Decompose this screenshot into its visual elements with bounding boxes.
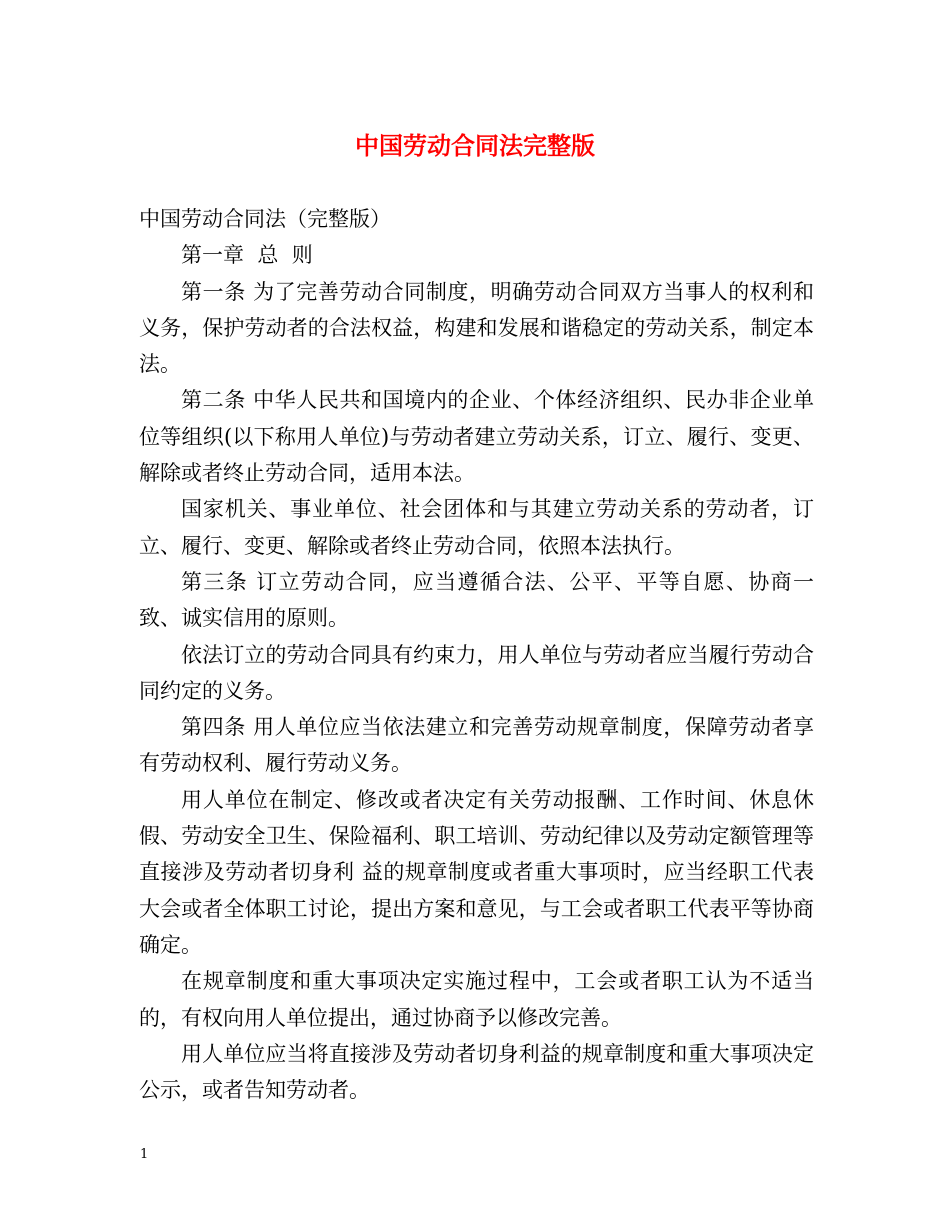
article-4: 第四条 用人单位应当依法建立和完善劳动规章制度，保障劳动者享有劳动权利、履行劳动义务。 xyxy=(139,715,814,776)
article-1: 第一条 为了完善劳动合同制度，明确劳动合同双方当事人的权利和义务，保护劳动者的合法权益，构建和发展和谐稳定的劳动关系，制定本法。 xyxy=(139,279,814,377)
chapter-heading: 第一章 总 则 xyxy=(181,243,313,268)
article-4-paragraph-3: 在规章制度和重大事项决定实施过程中，工会或者职工认为不适当的，有权向用人单位提出，通过协商予以修改完善。 xyxy=(139,969,814,1030)
article-3: 第三条 订立劳动合同，应当遵循合法、公平、平等自愿、协商一致、诚实信用的原则。 xyxy=(139,569,814,631)
document-title: 中国劳动合同法完整版 xyxy=(355,131,595,160)
document-subtitle: 中国劳动合同法（完整版） xyxy=(139,207,391,231)
article-2: 第二条 中华人民共和国境内的企业、个体经济组织、民办非企业单位等组织(以下称用人单位)与劳动者建立劳动关系，订立、履行、变更、解除或者终止劳动合同，适用本法。 xyxy=(139,388,814,486)
article-2-paragraph-2: 国家机关、事业单位、社会团体和与其建立劳动关系的劳动者，订立、履行、变更、解除或者终止劳动合同，依照本法执行。 xyxy=(139,497,814,558)
page-number: 1 xyxy=(140,1147,149,1162)
article-4-paragraph-2: 用人单位在制定、修改或者决定有关劳动报酬、工作时间、休息休假、劳动安全卫生、保险福利、职工培训、劳动纪律以及劳动定额管理等直接涉及劳动者切身利 益的规章制度或者重大事项时，应当经职工代表大会或者全体职工讨论，提出方案和意见，与工会或者职工代表平等协商确定。 xyxy=(139,787,814,957)
article-3-paragraph-2: 依法订立的劳动合同具有约束力，用人单位与劳动者应当履行劳动合同约定的义务。 xyxy=(139,642,814,703)
article-4-paragraph-4: 用人单位应当将直接涉及劳动者切身利益的规章制度和重大事项决定公示，或者告知劳动者。 xyxy=(139,1041,814,1103)
document-body xyxy=(139,201,814,1108)
